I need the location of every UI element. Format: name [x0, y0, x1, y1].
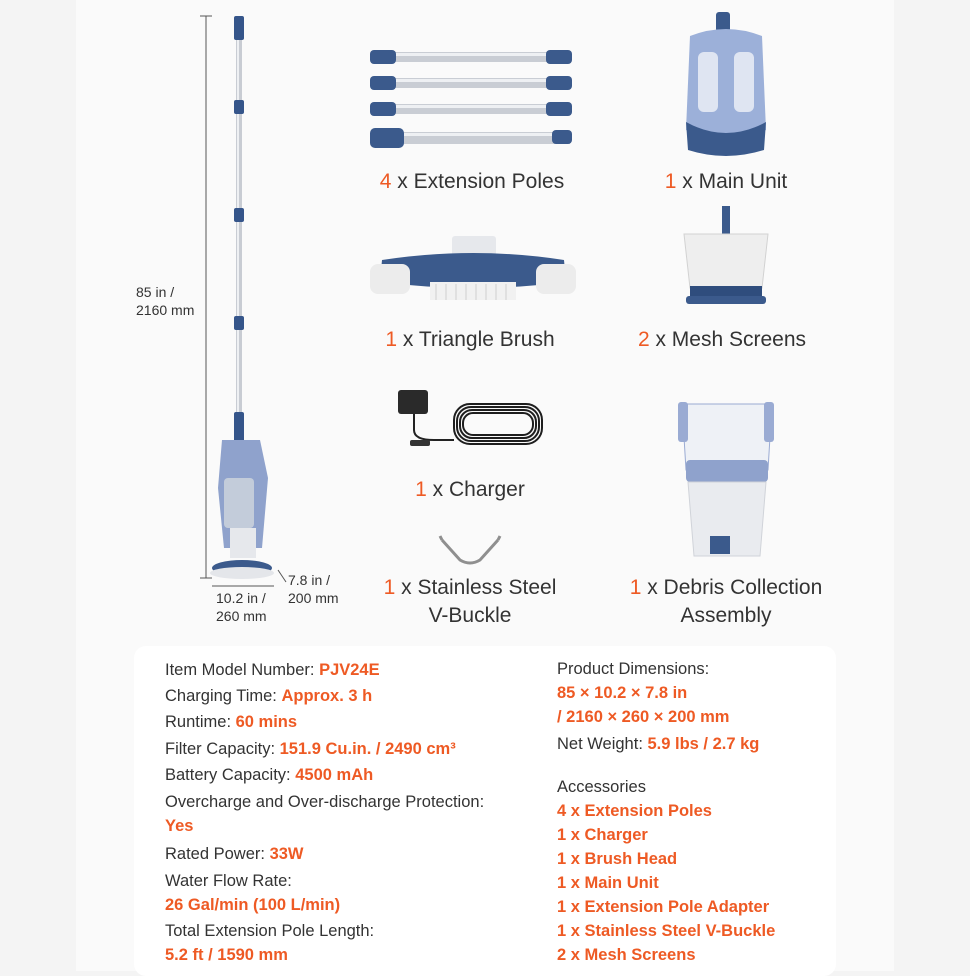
list-item: 1 x Brush Head — [557, 850, 678, 868]
triangle-brush-illustration — [366, 234, 580, 306]
spec-water-flow: Water Flow Rate: 26 Gal/min (100 L/min) — [165, 872, 341, 914]
charger-caption: 1 x Charger — [415, 478, 525, 501]
spec-filter-capacity: Filter Capacity: 151.9 Cu.in. / 2490 cm³ — [165, 740, 456, 758]
mesh-screens-caption: 2 x Mesh Screens — [637, 328, 807, 351]
list-item: 1 x Charger — [557, 826, 648, 844]
spec-battery-capacity: Battery Capacity: 4500 mAh — [165, 766, 374, 784]
spec-net-weight: Net Weight: 5.9 lbs / 2.7 kg — [557, 735, 760, 753]
spec-product-dimensions: Product Dimensions: 85 × 10.2 × 7.8 in / 2160 × 260 × 200 mm — [557, 660, 730, 726]
debris-collection-illustration — [676, 400, 776, 562]
spec-rated-power: Rated Power: 33W — [165, 845, 304, 863]
v-buckle-caption: 1 x Stainless Steel V-Buckle — [383, 576, 557, 627]
spec-runtime: Runtime: 60 mins — [165, 713, 298, 731]
extension-poles-illustration — [366, 48, 578, 154]
list-item: 1 x Extension Pole Adapter — [557, 898, 770, 916]
list-item: 2 x Mesh Screens — [557, 946, 696, 964]
list-item: 1 x Main Unit — [557, 874, 659, 892]
spec-charging-time: Charging Time: Approx. 3 h — [165, 687, 373, 705]
main-unit-illustration — [676, 12, 776, 162]
v-buckle-illustration — [436, 534, 504, 570]
spec-pole-length: Total Extension Pole Length: 5.2 ft / 1590 mm — [165, 922, 375, 964]
debris-collection-caption: 1 x Debris Collection Assembly — [629, 576, 823, 627]
spec-model: Item Model Number: PJV24E — [165, 661, 380, 679]
extension-poles-caption: 4 x Extension Poles — [379, 170, 565, 193]
accessories-list — [557, 776, 775, 966]
width-dimension: 10.2 in / 260 mm — [216, 590, 267, 624]
main-unit-caption: 1 x Main Unit — [664, 170, 788, 193]
spec-protection: Overcharge and Over-discharge Protection: Yes — [165, 793, 485, 835]
depth-dimension: 7.8 in / 200 mm — [288, 572, 339, 606]
accessories-title: Accessories — [557, 778, 646, 796]
charger-illustration — [394, 390, 548, 454]
list-item: 4 x Extension Poles — [557, 802, 712, 820]
mesh-screens-illustration — [676, 206, 776, 310]
list-item: 1 x Stainless Steel V-Buckle — [557, 922, 776, 940]
height-dimension: 85 in / 2160 mm — [136, 284, 195, 318]
triangle-brush-caption: 1 x Triangle Brush — [385, 328, 555, 351]
